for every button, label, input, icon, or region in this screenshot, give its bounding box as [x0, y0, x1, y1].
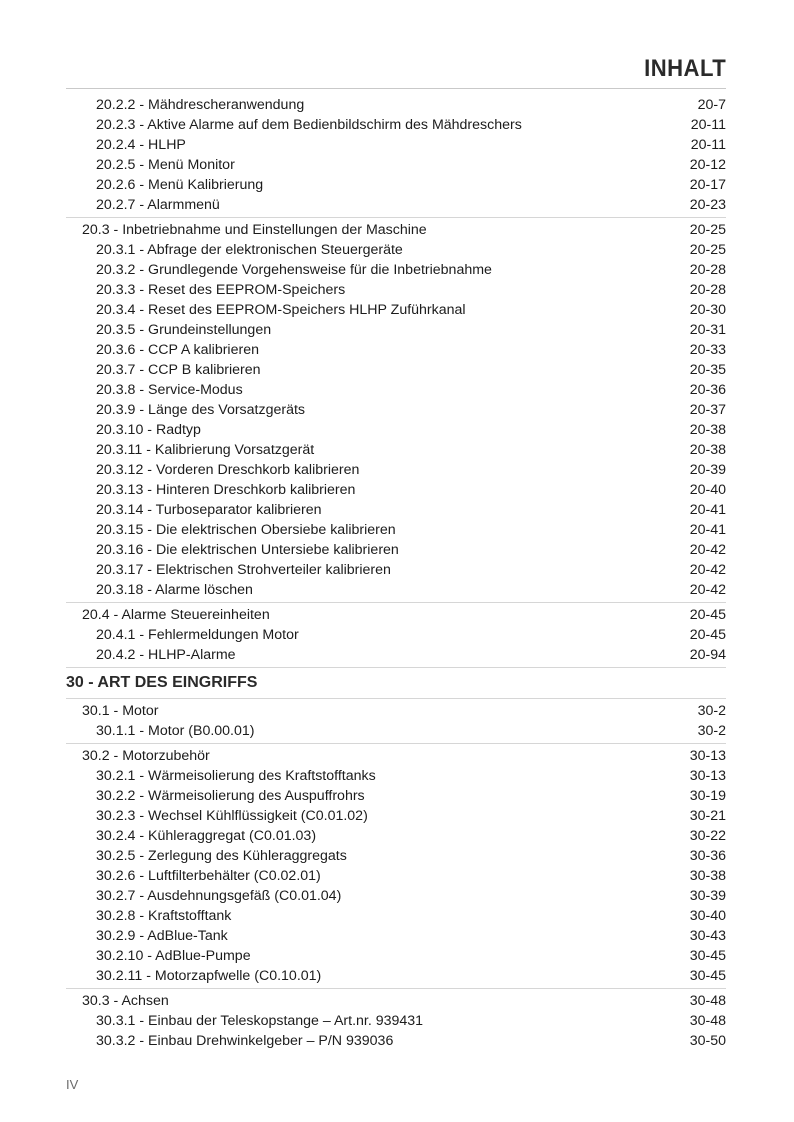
toc-entry-page: 30-39 — [689, 888, 726, 904]
toc-entry-page: 20-39 — [689, 462, 726, 478]
toc-entry-title: 20.3.4 - Reset des EEPROM-Speichers HLHP Zuführkanal — [96, 302, 466, 318]
toc-entry-page: 20-11 — [690, 137, 726, 153]
toc-entry-title: 30.2.9 - AdBlue-Tank — [96, 928, 228, 944]
toc-entry-page: 20-28 — [689, 282, 726, 298]
section-divider — [66, 988, 726, 989]
toc-subsection[interactable] — [0, 340, 794, 360]
toc-entry-title: 20.3.1 - Abfrage der elektronischen Steuergeräte — [96, 242, 403, 258]
toc-entry-title: 20.2.4 - HLHP — [96, 137, 186, 153]
toc-entry-title: 30.1 - Motor — [82, 703, 159, 719]
toc-entry-title: 20.2.7 - Alarmmenü — [96, 197, 220, 213]
toc-section[interactable] — [0, 220, 794, 240]
toc-entry-title: 30.2.7 - Ausdehnungsgefäß (C0.01.04) — [96, 888, 342, 904]
toc-entry-title: 30.1.1 - Motor (B0.00.01) — [96, 723, 255, 739]
section-divider — [66, 698, 726, 699]
toc-entry-title: 30.2.11 - Motorzapfwelle (C0.10.01) — [96, 968, 322, 984]
toc-entry-title: 20.3.7 - CCP B kalibrieren — [96, 362, 261, 378]
toc-entry-page: 30-36 — [689, 848, 726, 864]
toc-entry-title: 20.3.18 - Alarme löschen — [96, 582, 253, 598]
toc-subsection[interactable] — [0, 400, 794, 420]
toc-entry-title: 20.4 - Alarme Steuereinheiten — [82, 607, 270, 623]
toc-entry-title: 20.3.3 - Reset des EEPROM-Speichers — [96, 282, 346, 298]
toc-entry-page: 30-38 — [689, 868, 726, 884]
toc-section[interactable] — [0, 701, 794, 721]
toc-entry-title: 30.2.3 - Wechsel Kühlflüssigkeit (C0.01.02) — [96, 808, 368, 824]
toc-subsection[interactable] — [0, 1031, 794, 1051]
toc-entry-page: 20-42 — [689, 562, 726, 578]
toc-entry-page: 20-33 — [689, 342, 726, 358]
toc-section[interactable] — [0, 746, 794, 766]
toc-entry-page: 20-36 — [689, 382, 726, 398]
toc-subsection[interactable] — [0, 540, 794, 560]
toc-subsection[interactable] — [0, 300, 794, 320]
toc-entry-page: 30-2 — [697, 703, 726, 719]
toc-subsection[interactable] — [0, 766, 794, 786]
toc-subsection[interactable] — [0, 906, 794, 926]
toc-entry-page: 30-43 — [689, 928, 726, 944]
toc-entry-title: 30.2.1 - Wärmeisolierung des Kraftstofftanks — [96, 768, 376, 784]
toc-entry-title: 30.3.2 - Einbau Drehwinkelgeber – P/N 939036 — [96, 1033, 394, 1049]
toc-entry-page: 20-35 — [689, 362, 726, 378]
toc-entry-title: 30.2.6 - Luftfilterbehälter (C0.02.01) — [96, 868, 321, 884]
section-divider — [66, 602, 726, 603]
toc-entry-page: 20-12 — [689, 157, 726, 173]
toc-entry-title: 20.3.10 - Radtyp — [96, 422, 201, 438]
toc-subsection[interactable] — [0, 360, 794, 380]
toc-entry-page: 20-42 — [689, 542, 726, 558]
toc-subsection[interactable] — [0, 320, 794, 340]
toc-subsection[interactable] — [0, 460, 794, 480]
toc-entry-page: 20-23 — [689, 197, 726, 213]
toc-entry-title: 30.2.4 - Kühleraggregat (C0.01.03) — [96, 828, 317, 844]
toc-entry-title: 20.3.14 - Turboseparator kalibrieren — [96, 502, 322, 518]
toc-subsection[interactable] — [0, 625, 794, 645]
toc-entry-page: 20-38 — [689, 442, 726, 458]
toc-entry-page: 20-40 — [689, 482, 726, 498]
toc-entry-title: 30.2.5 - Zerlegung des Kühleraggregats — [96, 848, 347, 864]
page-title: INHALT — [643, 55, 726, 82]
toc-entry-page: 30-48 — [689, 993, 726, 1009]
toc-subsection[interactable] — [0, 645, 794, 665]
toc-entry-page: 20-25 — [689, 242, 726, 258]
toc-entry-page: 20-42 — [689, 582, 726, 598]
toc-entry-page: 20-45 — [689, 607, 726, 623]
toc-entry-page: 20-94 — [689, 647, 726, 663]
toc-entry-title: 20.3.9 - Länge des Vorsatzgeräts — [96, 402, 306, 418]
toc-subsection[interactable] — [0, 175, 794, 195]
toc-subsection[interactable] — [0, 886, 794, 906]
toc-subsection[interactable] — [0, 786, 794, 806]
toc-subsection[interactable] — [0, 260, 794, 280]
toc-entry-page: 20-17 — [689, 177, 726, 193]
toc-entry-page: 30-13 — [689, 768, 726, 784]
toc-entry-title: 20.3.8 - Service-Modus — [96, 382, 243, 398]
toc-entry-page: 30-19 — [689, 788, 726, 804]
toc-entry-page: 30-40 — [689, 908, 726, 924]
toc-subsection[interactable] — [0, 155, 794, 175]
toc-entry-page: 20-31 — [689, 322, 726, 338]
toc-subsection[interactable] — [0, 721, 794, 741]
toc-subsection[interactable] — [0, 806, 794, 826]
toc-entry-page: 20-11 — [690, 117, 726, 133]
section-divider — [66, 217, 726, 218]
toc-entry-page: 20-41 — [689, 522, 726, 538]
toc-subsection[interactable] — [0, 560, 794, 580]
toc-subsection[interactable] — [0, 966, 794, 986]
toc-entry-page: 30-13 — [689, 748, 726, 764]
toc-entry-page: 20-7 — [697, 97, 726, 113]
toc-subsection[interactable] — [0, 926, 794, 946]
section-divider — [66, 743, 726, 744]
toc-subsection[interactable] — [0, 1011, 794, 1031]
toc-entry-title: 20.3.12 - Vorderen Dreschkorb kalibrieren — [96, 462, 360, 478]
toc-entry-page: 20-37 — [689, 402, 726, 418]
toc-subsection[interactable] — [0, 520, 794, 540]
toc-subsection[interactable] — [0, 946, 794, 966]
toc-entry-title: 20.2.3 - Aktive Alarme auf dem Bedienbildschirm des Mähdreschers — [96, 117, 522, 133]
toc-entry-title: 20.3.11 - Kalibrierung Vorsatzgerät — [96, 442, 315, 458]
toc-subsection[interactable] — [0, 135, 794, 155]
toc-entry-title: 30.2 - Motorzubehör — [82, 748, 210, 764]
toc-chapter[interactable] — [0, 670, 794, 696]
toc-entry-title: 30.2.2 - Wärmeisolierung des Auspuffrohrs — [96, 788, 365, 804]
toc-entry-page: 30-48 — [689, 1013, 726, 1029]
toc-entry-title: 20.3 - Inbetriebnahme und Einstellungen der Maschine — [82, 222, 427, 238]
toc-subsection[interactable] — [0, 580, 794, 600]
toc-subsection[interactable] — [0, 95, 794, 115]
toc-entry-title: 20.3.6 - CCP A kalibrieren — [96, 342, 259, 358]
toc-entry-page: 30-50 — [689, 1033, 726, 1049]
toc-entry-title: 20.3.2 - Grundlegende Vorgehensweise für die Inbetriebnahme — [96, 262, 492, 278]
toc-entry-title: 20.3.5 - Grundeinstellungen — [96, 322, 272, 338]
toc-entry-title: 30 - ART DES EINGRIFFS — [66, 674, 258, 691]
toc-entry-title: 20.3.16 - Die elektrischen Untersiebe kalibrieren — [96, 542, 399, 558]
toc-entry-page: 30-45 — [689, 968, 726, 984]
toc-entry-title: 20.3.15 - Die elektrischen Obersiebe kalibrieren — [96, 522, 396, 538]
toc-subsection[interactable] — [0, 846, 794, 866]
toc-subsection[interactable] — [0, 866, 794, 886]
toc-entry-title: 20.2.6 - Menü Kalibrierung — [96, 177, 264, 193]
toc-entry-title: 30.2.10 - AdBlue-Pumpe — [96, 948, 251, 964]
toc-section[interactable] — [0, 605, 794, 625]
toc-entry-page: 20-28 — [689, 262, 726, 278]
toc-entry-page: 20-25 — [689, 222, 726, 238]
toc-entry-page: 20-45 — [689, 627, 726, 643]
toc-entry-page: 30-22 — [689, 828, 726, 844]
toc-entry-page: 30-2 — [697, 723, 726, 739]
page-number: IV — [66, 1077, 79, 1092]
toc-entry-title: 30.2.8 - Kraftstofftank — [96, 908, 232, 924]
toc-subsection[interactable] — [0, 380, 794, 400]
toc-entry-title: 20.2.2 - Mähdrescheranwendung — [96, 97, 305, 113]
title-divider — [66, 88, 726, 89]
table-of-contents — [0, 95, 794, 1051]
section-divider — [66, 667, 726, 668]
toc-entry-page: 20-41 — [689, 502, 726, 518]
toc-subsection[interactable] — [0, 420, 794, 440]
toc-subsection[interactable] — [0, 280, 794, 300]
toc-entry-title: 20.2.5 - Menü Monitor — [96, 157, 235, 173]
toc-entry-title: 20.4.1 - Fehlermeldungen Motor — [96, 627, 299, 643]
toc-entry-title: 20.3.13 - Hinteren Dreschkorb kalibrieren — [96, 482, 356, 498]
toc-entry-title: 30.3.1 - Einbau der Teleskopstange – Art.nr. 939431 — [96, 1013, 424, 1029]
toc-entry-page: 20-30 — [689, 302, 726, 318]
toc-subsection[interactable] — [0, 195, 794, 215]
toc-entry-page: 20-38 — [689, 422, 726, 438]
toc-entry-title: 20.3.17 - Elektrischen Strohverteiler kalibrieren — [96, 562, 391, 578]
toc-entry-title: 30.3 - Achsen — [82, 993, 169, 1009]
toc-subsection[interactable] — [0, 500, 794, 520]
toc-subsection[interactable] — [0, 480, 794, 500]
toc-entry-page: 30-45 — [689, 948, 726, 964]
toc-subsection[interactable] — [0, 440, 794, 460]
toc-subsection[interactable] — [0, 115, 794, 135]
toc-subsection[interactable] — [0, 240, 794, 260]
toc-section[interactable] — [0, 991, 794, 1011]
toc-entry-page: 30-21 — [689, 808, 726, 824]
toc-entry-title: 20.4.2 - HLHP-Alarme — [96, 647, 236, 663]
toc-subsection[interactable] — [0, 826, 794, 846]
